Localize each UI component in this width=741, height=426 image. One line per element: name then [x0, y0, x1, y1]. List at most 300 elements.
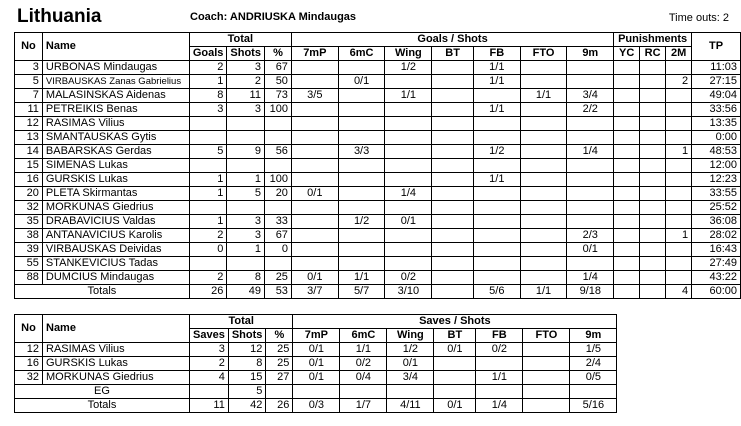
cell-rc: [640, 61, 666, 75]
cell-bt: [432, 187, 474, 201]
goalies-totals-row: [15, 399, 617, 413]
cell-yc: [614, 215, 640, 229]
cell-pct: [264, 159, 291, 173]
cell-no: 3: [15, 61, 43, 75]
cell-wing: [385, 159, 432, 173]
cell-2m: [666, 257, 692, 271]
cell-fb: [474, 187, 521, 201]
cell-tp: 16:43: [692, 243, 741, 257]
cell-wing: 0/2: [385, 271, 432, 285]
cell-goals: [189, 117, 227, 131]
cell-fb: 1/1: [474, 75, 521, 89]
cell-fb: 1/1: [474, 173, 521, 187]
cell-no: 11: [15, 103, 43, 117]
cell-shots: 2: [227, 75, 265, 89]
goalies-totals-7mp: 0/3: [293, 399, 340, 413]
cell-yc: [614, 201, 640, 215]
cell-yc: [614, 145, 640, 159]
cell-tp: 11:03: [692, 61, 741, 75]
cell-tp: 36:08: [692, 215, 741, 229]
cell-name: MALASINSKAS Aidenas: [42, 89, 189, 103]
goalies-header-saves: Saves: [190, 329, 229, 343]
cell-wing: [385, 145, 432, 159]
cell-yc: [614, 187, 640, 201]
cell-rc: [640, 103, 666, 117]
cell-rc: [640, 89, 666, 103]
cell-pct: 25: [264, 271, 291, 285]
cell-pct: 100: [264, 103, 291, 117]
eg-bt: [434, 385, 476, 399]
cell-rc: [640, 75, 666, 89]
cell-6mc: 1/1: [340, 343, 387, 357]
cell-fto: [520, 243, 567, 257]
totals-fb: 5/6: [474, 285, 521, 299]
cell-fto: [523, 371, 570, 385]
cell-no: 88: [15, 271, 43, 285]
totals-pct: 53: [264, 285, 291, 299]
cell-shots: [227, 117, 265, 131]
cell-2m: 1: [666, 145, 692, 159]
goalies-header-row-1: [15, 315, 617, 329]
cell-goals: 2: [189, 271, 227, 285]
cell-tp: 25:52: [692, 201, 741, 215]
cell-name: VIRBAUSKAS Zanas Gabrielius: [42, 75, 189, 89]
header-goals: Goals: [189, 47, 227, 61]
cell-no: 38: [15, 229, 43, 243]
cell-yc: [614, 243, 640, 257]
cell-yc: [614, 117, 640, 131]
cell-7mp: [291, 229, 338, 243]
cell-7mp: 0/1: [291, 271, 338, 285]
cell-no: 5: [15, 75, 43, 89]
cell-pct: [264, 117, 291, 131]
cell-fto: [520, 145, 567, 159]
cell-rc: [640, 257, 666, 271]
cell-fb: [474, 201, 521, 215]
cell-rc: [640, 229, 666, 243]
cell-saves: 3: [190, 343, 229, 357]
cell-2m: [666, 117, 692, 131]
table-row: [15, 159, 741, 173]
goalies-header-fb: FB: [476, 329, 523, 343]
cell-pct: 100: [264, 173, 291, 187]
totals-shots: 49: [227, 285, 265, 299]
cell-7mp: [291, 75, 338, 89]
cell-2m: 1: [666, 229, 692, 243]
cell-name: VIRBAUSKAS Deividas: [42, 243, 189, 257]
cell-fb: [476, 357, 523, 371]
cell-goals: [189, 159, 227, 173]
cell-shots: [227, 257, 265, 271]
cell-shots: 3: [227, 61, 265, 75]
cell-pct: [264, 257, 291, 271]
cell-tp: 49:04: [692, 89, 741, 103]
cell-pct: [264, 201, 291, 215]
table-row: [15, 61, 741, 75]
totals-7mp: 3/7: [291, 285, 338, 299]
goalies-totals-6mc: 1/7: [340, 399, 387, 413]
cell-9m: 0/5: [570, 371, 617, 385]
cell-name: RASIMAS Vilius: [42, 117, 189, 131]
cell-shots: 3: [227, 103, 265, 117]
cell-fb: 1/1: [474, 103, 521, 117]
cell-9m: [567, 257, 614, 271]
cell-goals: [189, 257, 227, 271]
cell-fb: [474, 229, 521, 243]
goalies-totals-shots: 42: [228, 399, 266, 413]
cell-6mc: [338, 103, 385, 117]
cell-6mc: [338, 257, 385, 271]
cell-9m: [567, 131, 614, 145]
cell-yc: [614, 257, 640, 271]
cell-fto: [520, 103, 567, 117]
cell-rc: [640, 173, 666, 187]
cell-6mc: [338, 131, 385, 145]
cell-bt: [432, 215, 474, 229]
cell-tp: 43:22: [692, 271, 741, 285]
cell-name: SMANTAUSKAS Gytis: [42, 131, 189, 145]
table-row: [15, 103, 741, 117]
coach-label: Coach: ANDRIUSKA Mindaugas: [190, 11, 357, 23]
cell-rc: [640, 201, 666, 215]
table-row: [15, 75, 741, 89]
cell-fto: [520, 131, 567, 145]
cell-fto: [520, 257, 567, 271]
cell-fto: 1/1: [520, 89, 567, 103]
eg-6mc: [340, 385, 387, 399]
goalies-totals-bt: 0/1: [434, 399, 476, 413]
cell-no: 32: [15, 201, 43, 215]
cell-tp: 12:23: [692, 173, 741, 187]
cell-9m: 2/4: [570, 357, 617, 371]
cell-2m: [666, 131, 692, 145]
cell-9m: 0/1: [567, 243, 614, 257]
cell-yc: [614, 229, 640, 243]
cell-goals: 3: [189, 103, 227, 117]
cell-goals: 8: [189, 89, 227, 103]
cell-fto: [523, 357, 570, 371]
table-row: [15, 145, 741, 159]
totals-rc: [640, 285, 666, 299]
cell-no: 35: [15, 215, 43, 229]
cell-name: BABARSKAS Gerdas: [42, 145, 189, 159]
cell-wing: [385, 131, 432, 145]
cell-no: 39: [15, 243, 43, 257]
header-6mc: 6mC: [338, 47, 385, 61]
cell-tp: 33:56: [692, 103, 741, 117]
cell-fto: [520, 75, 567, 89]
cell-yc: [614, 173, 640, 187]
cell-fto: [520, 271, 567, 285]
cell-no: 7: [15, 89, 43, 103]
cell-fto: [520, 173, 567, 187]
cell-no: 12: [15, 117, 43, 131]
cell-fb: [474, 243, 521, 257]
cell-rc: [640, 117, 666, 131]
empty-goal-row: [15, 385, 617, 399]
goalies-header-name: Name: [43, 315, 190, 343]
cell-fto: [520, 229, 567, 243]
cell-fto: [520, 61, 567, 75]
goalkeepers-stats-table: [14, 314, 617, 413]
goalies-totals-wing: 4/11: [387, 399, 434, 413]
cell-fto: [520, 117, 567, 131]
cell-7mp: [291, 61, 338, 75]
header-rc: RC: [640, 47, 666, 61]
cell-fb: [474, 89, 521, 103]
eg-7mp: [293, 385, 340, 399]
cell-bt: [434, 371, 476, 385]
table-row: [15, 229, 741, 243]
cell-no: 12: [15, 343, 43, 357]
cell-yc: [614, 159, 640, 173]
cell-bt: [432, 89, 474, 103]
cell-7mp: [291, 117, 338, 131]
header-punishments: Punishments: [614, 33, 692, 47]
cell-yc: [614, 61, 640, 75]
cell-tp: 27:15: [692, 75, 741, 89]
cell-bt: [432, 61, 474, 75]
cell-goals: 5: [189, 145, 227, 159]
cell-7mp: 3/5: [291, 89, 338, 103]
cell-7mp: [291, 201, 338, 215]
cell-pct: [264, 131, 291, 145]
cell-2m: [666, 159, 692, 173]
cell-6mc: 0/1: [338, 75, 385, 89]
cell-name: PLETA Skirmantas: [42, 187, 189, 201]
table-row: [15, 215, 741, 229]
cell-7mp: 0/1: [293, 371, 340, 385]
goalies-header-9m: 9m: [570, 329, 617, 343]
goalies-header-no: No: [15, 315, 43, 343]
cell-shots: 12: [228, 343, 266, 357]
header-no: No: [15, 33, 43, 61]
cell-7mp: [291, 257, 338, 271]
header-name: Name: [42, 33, 189, 61]
cell-pct: 0: [264, 243, 291, 257]
totals-label: Totals: [15, 285, 190, 299]
cell-6mc: 0/2: [340, 357, 387, 371]
cell-bt: [432, 243, 474, 257]
cell-no: 32: [15, 371, 43, 385]
cell-rc: [640, 131, 666, 145]
cell-6mc: [338, 89, 385, 103]
cell-6mc: 0/4: [340, 371, 387, 385]
cell-pct: 25: [266, 343, 293, 357]
cell-6mc: [338, 229, 385, 243]
cell-tp: 28:02: [692, 229, 741, 243]
cell-saves: 4: [190, 371, 229, 385]
cell-7mp: [291, 131, 338, 145]
table-row: [15, 357, 617, 371]
header-shots: Shots: [227, 47, 265, 61]
table-row: [15, 257, 741, 271]
cell-pct: 50: [264, 75, 291, 89]
table-row: [15, 131, 741, 145]
goalies-header-total: Total: [190, 315, 293, 329]
cell-shots: [227, 131, 265, 145]
cell-wing: 3/4: [387, 371, 434, 385]
cell-pct: 73: [264, 89, 291, 103]
cell-yc: [614, 131, 640, 145]
cell-9m: 1/4: [567, 145, 614, 159]
goalies-header-pct: %: [266, 329, 293, 343]
cell-rc: [640, 243, 666, 257]
cell-7mp: [291, 215, 338, 229]
cell-yc: [614, 103, 640, 117]
cell-name: DUMCIUS Mindaugas: [42, 271, 189, 285]
cell-fto: [520, 159, 567, 173]
goalies-header-shots: Shots: [228, 329, 266, 343]
cell-wing: 0/1: [387, 357, 434, 371]
header-fto: FTO: [520, 47, 567, 61]
cell-goals: 1: [189, 215, 227, 229]
cell-pct: 20: [264, 187, 291, 201]
cell-wing: [385, 103, 432, 117]
eg-fto: [523, 385, 570, 399]
totals-yc: [614, 285, 640, 299]
cell-goals: [189, 131, 227, 145]
cell-bt: [432, 173, 474, 187]
cell-name: ANTANAVICIUS Karolis: [42, 229, 189, 243]
goalies-header-7mp: 7mP: [293, 329, 340, 343]
table-row: [15, 371, 617, 385]
eg-saves: [190, 385, 229, 399]
cell-wing: 1/2: [385, 61, 432, 75]
cell-tp: 48:53: [692, 145, 741, 159]
cell-6mc: [338, 117, 385, 131]
eg-fb: [476, 385, 523, 399]
eg-label: EG: [15, 385, 190, 399]
cell-wing: [385, 75, 432, 89]
cell-7mp: [291, 243, 338, 257]
cell-pct: 67: [264, 61, 291, 75]
cell-fto: [520, 187, 567, 201]
cell-bt: 0/1: [434, 343, 476, 357]
cell-9m: 2/3: [567, 229, 614, 243]
cell-tp: 13:35: [692, 117, 741, 131]
goalies-header-wing: Wing: [387, 329, 434, 343]
cell-6mc: 1/2: [338, 215, 385, 229]
cell-fto: [520, 215, 567, 229]
cell-9m: 2/2: [567, 103, 614, 117]
cell-9m: [567, 215, 614, 229]
table-row: [15, 271, 741, 285]
cell-fb: 1/1: [476, 371, 523, 385]
cell-2m: [666, 103, 692, 117]
cell-goals: 1: [189, 187, 227, 201]
cell-wing: [385, 117, 432, 131]
cell-name: SIMENAS Lukas: [42, 159, 189, 173]
cell-wing: 0/1: [385, 215, 432, 229]
header-9m: 9m: [567, 47, 614, 61]
cell-tp: 33:55: [692, 187, 741, 201]
goalies-totals-fb: 1/4: [476, 399, 523, 413]
cell-name: GURSKIS Lukas: [42, 173, 189, 187]
players-header-row-1: [15, 33, 741, 47]
cell-no: 15: [15, 159, 43, 173]
cell-bt: [432, 229, 474, 243]
cell-6mc: 1/1: [338, 271, 385, 285]
cell-yc: [614, 271, 640, 285]
cell-no: 55: [15, 257, 43, 271]
cell-7mp: 0/1: [293, 343, 340, 357]
cell-wing: [385, 201, 432, 215]
cell-no: 13: [15, 131, 43, 145]
table-row: [15, 117, 741, 131]
cell-name: MORKUNAS Giedrius: [42, 201, 189, 215]
header-tp: TP: [692, 33, 741, 61]
goalies-header-6mc: 6mC: [340, 329, 387, 343]
header-pct: %: [264, 47, 291, 61]
cell-7mp: [291, 145, 338, 159]
cell-bt: [432, 103, 474, 117]
goalies-totals-9m: 5/16: [570, 399, 617, 413]
cell-pct: 33: [264, 215, 291, 229]
cell-bt: [432, 257, 474, 271]
cell-6mc: [338, 187, 385, 201]
cell-fto: [523, 343, 570, 357]
totals-wing: 3/10: [385, 285, 432, 299]
cell-9m: [567, 159, 614, 173]
cell-7mp: 0/1: [293, 357, 340, 371]
cell-rc: [640, 271, 666, 285]
eg-wing: [387, 385, 434, 399]
cell-goals: [189, 201, 227, 215]
cell-shots: 9: [227, 145, 265, 159]
header-bt: BT: [432, 47, 474, 61]
table-row: [15, 89, 741, 103]
cell-name: MORKUNAS Giedrius: [43, 371, 190, 385]
cell-wing: [385, 229, 432, 243]
cell-6mc: 3/3: [338, 145, 385, 159]
cell-fb: [474, 271, 521, 285]
totals-row: [15, 285, 741, 299]
cell-wing: [385, 243, 432, 257]
cell-name: URBONAS Mindaugas: [42, 61, 189, 75]
totals-tp: 60:00: [692, 285, 741, 299]
cell-6mc: [338, 159, 385, 173]
players-stats-table: [14, 32, 741, 299]
cell-6mc: [338, 61, 385, 75]
cell-7mp: [291, 159, 338, 173]
table-row: [15, 173, 741, 187]
cell-fto: [520, 201, 567, 215]
cell-name: GURSKIS Lukas: [43, 357, 190, 371]
cell-tp: 0:00: [692, 131, 741, 145]
goalies-header-fto: FTO: [523, 329, 570, 343]
header-7mp: 7mP: [291, 47, 338, 61]
cell-fb: 0/2: [476, 343, 523, 357]
cell-goals: 1: [189, 173, 227, 187]
eg-shots: 5: [228, 385, 266, 399]
cell-rc: [640, 159, 666, 173]
cell-goals: 2: [189, 229, 227, 243]
cell-2m: [666, 243, 692, 257]
timeouts-label: Time outs: 2: [668, 12, 729, 24]
cell-pct: 56: [264, 145, 291, 159]
header-2m: 2M: [666, 47, 692, 61]
goalies-header-saves-shots: Saves / Shots: [293, 315, 617, 329]
cell-name: DRABAVICIUS Valdas: [42, 215, 189, 229]
cell-rc: [640, 187, 666, 201]
cell-wing: [385, 173, 432, 187]
cell-bt: [432, 117, 474, 131]
cell-shots: 3: [227, 229, 265, 243]
totals-goals: 26: [189, 285, 227, 299]
cell-shots: 15: [228, 371, 266, 385]
cell-fb: [474, 215, 521, 229]
